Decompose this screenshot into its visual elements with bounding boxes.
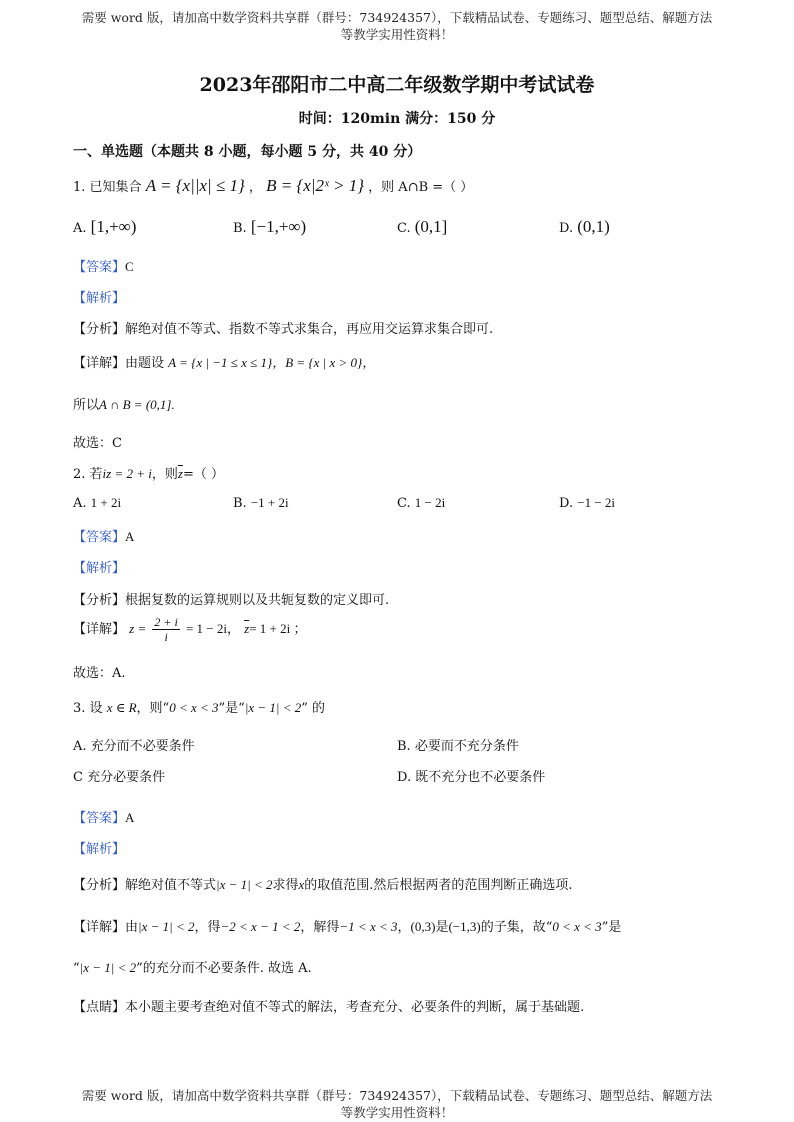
q2-option-b: B. −1 + 2i	[233, 495, 289, 511]
q2-fenxi: 【分析】根据复数的运算规则以及共轭复数的定义即可.	[73, 593, 390, 608]
q1-conclusion: 故选：C	[73, 436, 122, 451]
footer-line-1: 需要 word 版，请加高中数学资料共享群（群号：734924357），下载精品试卷、专题练习、题型总结、解题方法	[81, 1088, 713, 1103]
section-heading: 一、单选题（本题共 8 小题，每小题 5 分，共 40 分）	[73, 144, 422, 160]
q3-fenxi: 【分析】解绝对值不等式|x − 1| < 2求得x的取值范围.然后根据两者的范围判断正确选项.	[73, 877, 573, 893]
exam-title: 2023年邵阳市二中高二年级数学期中考试试卷	[199, 74, 595, 96]
q1-ask: ，则 A∩B =（ ）	[368, 180, 474, 195]
q2-conclusion: 故选：A.	[73, 666, 126, 681]
q1-answer: 【答案】C	[73, 259, 134, 275]
q3-option-d: D. 既不充分也不必要条件	[397, 770, 546, 785]
q1-set-b: B = {x|2ˣ > 1}	[266, 176, 365, 195]
q3-comment: 【点睛】本小题主要考查绝对值不等式的解法，考查充分、必要条件的判断，属于基础题.	[73, 1000, 585, 1015]
q1-prefix: 1. 已知集合	[73, 180, 142, 195]
q3-detail-1: 【详解】由|x − 1| < 2，得−2 < x − 1 < 2，解得−1 < x < 3，(0,3)是(−1,3)的子集，故“0 < x < 3”是	[73, 919, 622, 935]
header-line-2: 等教学实用性资料！	[340, 27, 454, 42]
z-conjugate: $\overline{z}$	[177, 466, 183, 481]
q1-detail-2: 所以A ∩ B = (0,1].	[73, 397, 175, 413]
q2-detail: 【详解】 z = $\frac{2 + i}{i}$ = 1 − 2i， $\overline{z}= 1 + 2i$ ；	[73, 615, 307, 644]
q2-fraction: $\frac{2 + i}{i}$	[154, 615, 178, 644]
page-footer	[0, 1087, 794, 1121]
q1-stem: 1. 已知集合 A = {x||x| ≤ 1} ， B = {x|2ˣ > 1} ，则 A∩B =（ ）	[73, 176, 474, 195]
q3-answer: 【答案】A	[73, 810, 135, 826]
q1-detail-1: 【详解】由题设 A = {x | −1 ≤ x ≤ 1}，B = {x | x > 0}，	[73, 355, 376, 371]
q2-option-a: A. 1 + 2i	[73, 495, 122, 511]
q1-fenxi: 【分析】解绝对值不等式、指数不等式求集合，再应用交运算求集合即可.	[73, 322, 494, 337]
q1-option-d: D. (0,1)	[559, 217, 610, 236]
q2-option-d: D. −1 − 2i	[559, 495, 616, 511]
page-header	[0, 9, 794, 43]
q1-option-c: C. (0,1]	[397, 217, 448, 236]
footer-line-2: 等教学实用性资料！	[340, 1105, 454, 1120]
header-line-1: 需要 word 版，请加高中数学资料共享群（群号：734924357），下载精品试卷、专题练习、题型总结、解题方法	[81, 10, 713, 25]
exam-time-info: 时间：120min 满分：150 分	[298, 111, 496, 127]
q3-option-b: B. 必要而不充分条件	[397, 739, 519, 754]
q3-stem: 3. 设 x ∈ R，则“0 < x < 3”是“|x − 1| < 2” 的	[73, 700, 326, 716]
q1-option-a: A. [1,+∞)	[73, 217, 137, 236]
q1-set-a: A = {x||x| ≤ 1}	[145, 176, 245, 195]
q3-option-c: C 充分必要条件	[73, 770, 166, 785]
q2-answer: 【答案】A	[73, 529, 135, 545]
q1-option-b: B. [−1,+∞)	[233, 217, 307, 236]
q3-detail-2: “|x − 1| < 2”的充分而不必要条件. 故选 A.	[73, 960, 312, 976]
q3-option-a: A. 充分而不必要条件	[73, 739, 195, 754]
q1-analysis-tag: 【解析】	[73, 291, 126, 306]
q3-analysis-tag: 【解析】	[73, 842, 126, 857]
q2-stem: 2. 若iz = 2 + i，则$\overline{z}=$（ ）	[73, 466, 224, 482]
q2-analysis-tag: 【解析】	[73, 561, 126, 576]
q2-option-c: C. 1 − 2i	[397, 495, 446, 511]
